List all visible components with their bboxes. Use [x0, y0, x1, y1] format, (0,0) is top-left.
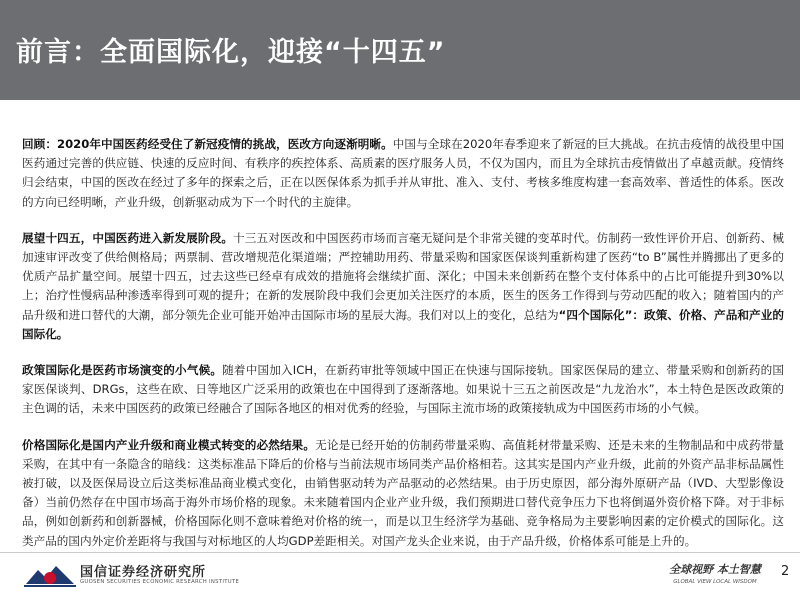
slogan-english: GLOBAL VIEW LOCAL WISDOM — [673, 579, 757, 585]
company-name: 国信证券经济研究所 — [80, 565, 207, 580]
paragraph-review — [22, 135, 784, 212]
paragraph-emphasis: “四个国际化”：政策、价格、产品和产业的国际化。 — [22, 307, 784, 341]
paragraph-body: 十三五对医改和中国医药市场而言毫无疑问是个非常关键的变革时代。仿制药一致性评价开启、创新药、械加速审评改变了供给侧格局；两票制、营改增规范化渠道端；严控辅助用药、带量采购和国家医保谈判重新构建了医药“to B”属性并腾挪出了更多的优质产品扩量空间。展望十四五，过去这些已经卓有成效的措施将会继续扩面、深化；中国未来创新药在整个支付体系中的占比可能提升到30%以上；治疗性慢病品种渗透率得到可观的提升；在新的发展阶段中我们会更加关注医疗的本质，医生的医务工作得到与劳动匹配的收入；随着国内的产品升级和进口替代的大潮，部分领先企业可能开始冲击国际市场的星辰大海。我们对以上的变化，总结为 — [22, 230, 784, 322]
paragraph-body: 无论是已经开始的仿制药带量采购、高值耗材带量采购、还是未来的生物制品和中成药带量采购，在其中有一条隐含的暗线：这类标准品下降后的价格与当前法规市场同类产品价格相若。这其实是国内产业升级，此前的外资产品非标品属性被打破，以及医保局设立后这类标准品商业模式变化，由销售驱动转为产品驱动的必然结果。由于历史原因，部分海外原研产品（IVD、大型影像设备）当前仍然存在中国市场高于海外市场价格的现象。未来随着国内企业产业升级，我们预期进口替代竞争压力下也将倒逼外资价格下降。对于非标品，例如创新药和创新器械，价格国际化则不意味着绝对价格的统一，而是以卫生经济学为基础、竞争格局为主要影响因素的定价模式的国际化。这类产品的国内外定价差距将与我国与对标地区的人均GDP差距相关。对国产龙头企业来说，由于产品升级，价格体系可能是上升的。 — [22, 437, 784, 548]
guosen-logo-icon — [24, 560, 76, 588]
paragraph-price — [22, 436, 784, 551]
paragraph-lead: 政策国际化是医药市场演变的小气候。 — [22, 363, 223, 378]
slogan — [660, 561, 770, 585]
paragraph-outlook — [22, 229, 784, 344]
page-number: 2 — [781, 564, 790, 579]
footer-divider — [0, 552, 800, 553]
company-name-english: GUOSEN SECURITIES ECONOMIC RESEARCH INSTITUTE — [80, 579, 240, 585]
paragraph-body: 中国与全球在2020年春季迎来了新冠的巨大挑战。在抗击疫情的战役里中国医药通过完善的供应链、快速的反应时间、有秩序的疾控体系、高质素的医疗服务人员，不仅为国内，而且为全球抗击疫情做出了卓越贡献。疫情终归会结束，中国的医改在经过了多年的探索之后，正在以医保体系为抓手并从审批、准入、支付、考核多维度构建一套高效率、普适性的体系。医改的方向已经明晰，产业升级，创新驱动成为下一个时代的主旋律。 — [22, 137, 784, 209]
paragraph-body: 随着中国加入ICH，在新药审批等领域中国正在快速与国际接轨。国家医保局的建立、带量采购和创新药的国家医保谈判、DRGs，这些在欧、日等地区广泛采用的政策也在中国得到了逐渐落地。如果说十三五之前医改是“九龙治水”，本土特色是医改政策的主色调的话，未来中国医药的政策已经融合了国际各地区的相对优秀的经验，与国际主流市场的政策接轨成为中国医药市场的小气候。 — [22, 363, 784, 416]
paragraph-lead: 展望十四五，中国医药进入新发展阶段。 — [22, 230, 234, 245]
page-title: 前言：全面国际化，迎接“十四五” — [16, 37, 446, 68]
paragraph-lead: 价格国际化是国内产业升级和商业模式转变的必然结果。 — [22, 437, 316, 452]
paragraph-policy — [22, 361, 784, 419]
body-content — [22, 135, 784, 568]
slogan-chinese: 全球视野 本土智慧 — [669, 563, 761, 576]
paragraph-lead: 回顾：2020年中国医药经受住了新冠疫情的挑战，医改方向逐渐明晰。 — [22, 137, 393, 151]
title-banner — [0, 0, 800, 100]
